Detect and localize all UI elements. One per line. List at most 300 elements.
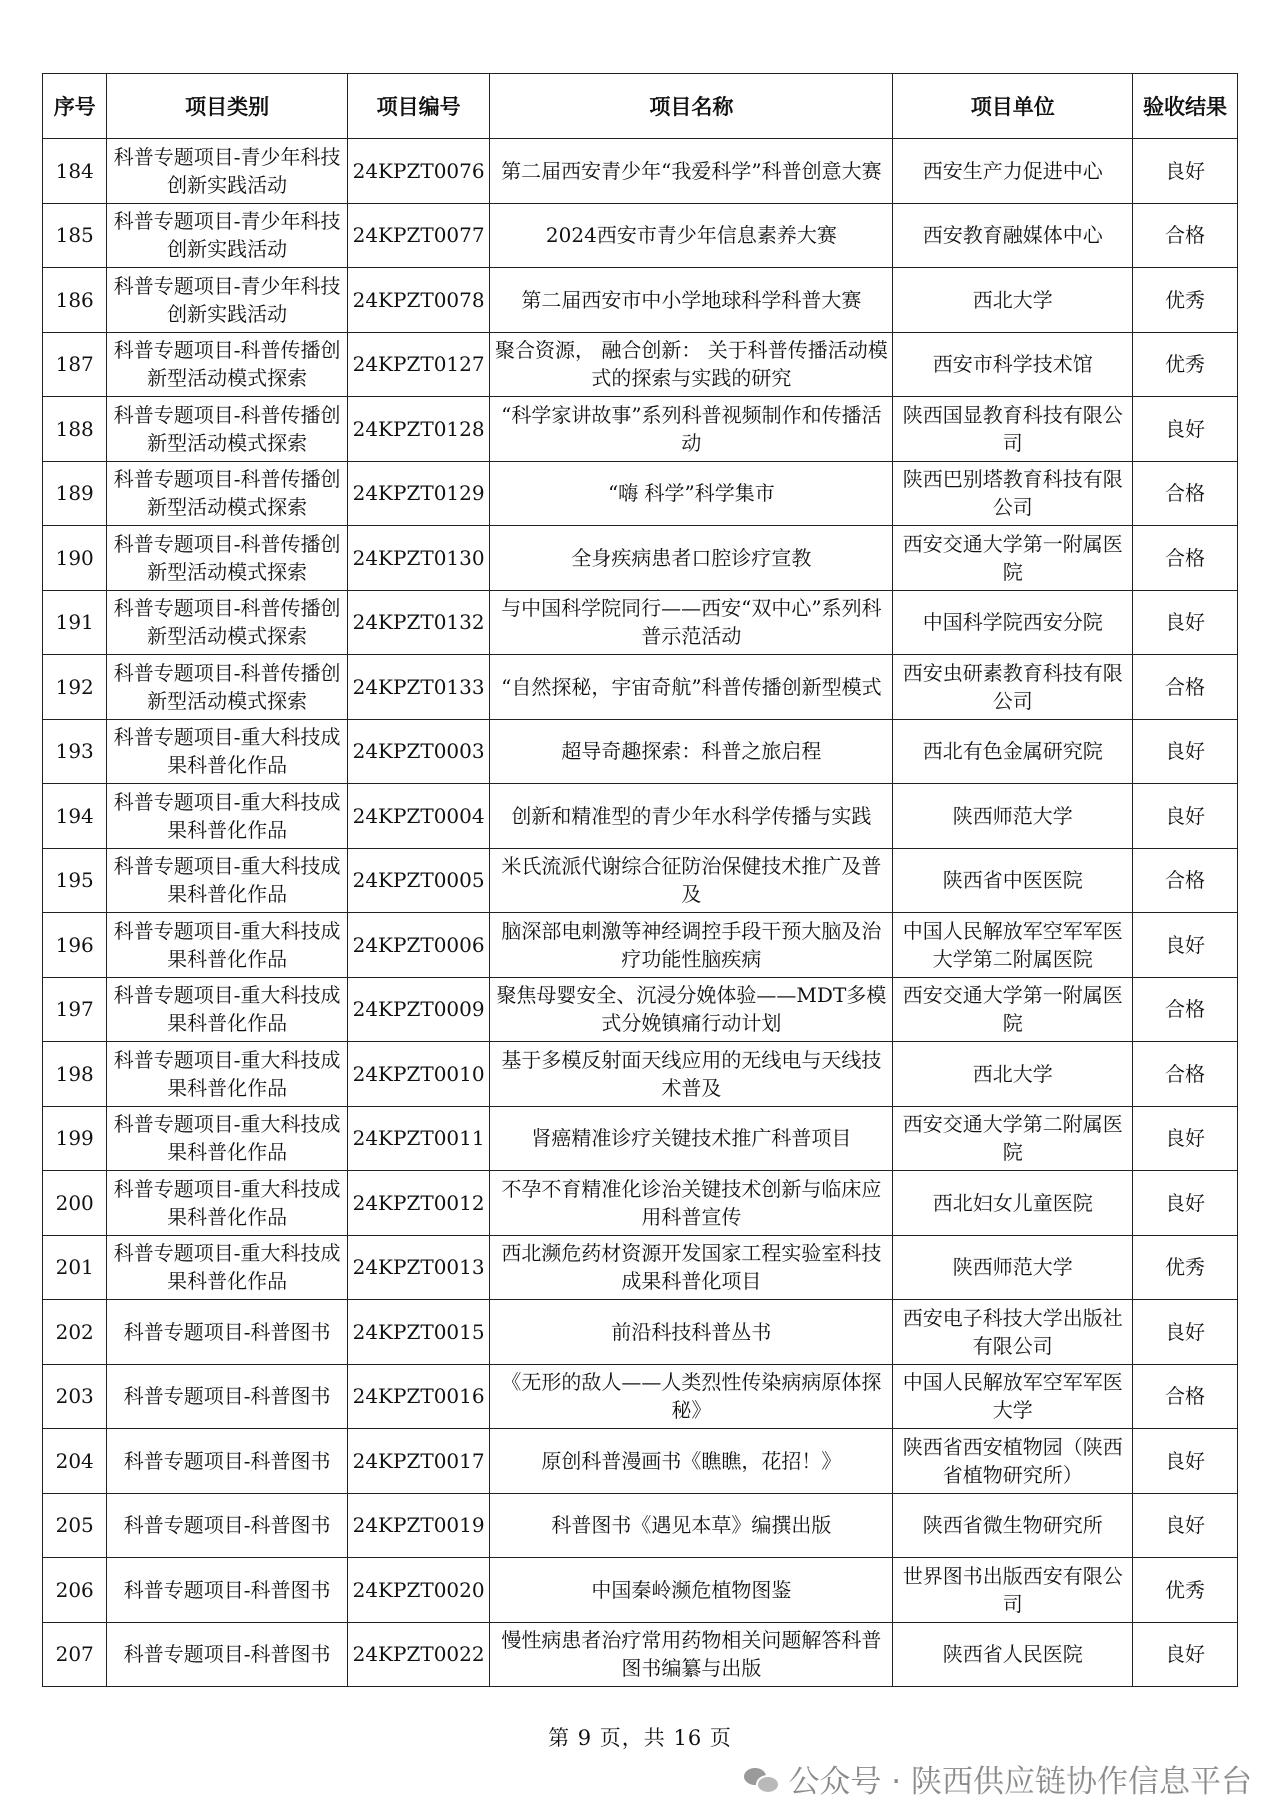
cell-unit [893, 203, 1132, 268]
cell-code [347, 590, 489, 655]
cell-code [347, 1042, 489, 1107]
cell-category-text: 科普专题项目-科普图书 [123, 1384, 331, 1409]
cell-index [43, 719, 107, 784]
header-code: 项目编号 [347, 74, 489, 139]
cell-unit [893, 1493, 1132, 1558]
table-row [43, 268, 1238, 333]
cell-category [107, 848, 348, 913]
cell-name [490, 1622, 893, 1687]
cell-index-text: 195 [55, 868, 94, 893]
cell-result [1132, 848, 1237, 913]
table-row [43, 526, 1238, 591]
cell-name [490, 590, 893, 655]
cell-category [107, 139, 348, 204]
header-name: 项目名称 [490, 74, 893, 139]
cell-code [347, 1558, 489, 1623]
cell-index-text: 188 [55, 416, 94, 441]
cell-category [107, 203, 348, 268]
cell-unit-text: 陕西省人民医院 [942, 1642, 1083, 1667]
cell-code-text: 24KPZT0077 [352, 223, 485, 248]
cell-result [1132, 1429, 1237, 1494]
table-row [43, 848, 1238, 913]
cell-category-text: 科普专题项目-重大科技成果科普化作品 [113, 918, 341, 971]
cell-name-text: 慢性病患者治疗常用药物相关问题解答科普图书编纂与出版 [501, 1628, 882, 1681]
cell-category-text: 科普专题项目-科普传播创新型活动模式探索 [113, 531, 341, 584]
table-row [43, 1493, 1238, 1558]
cell-name [490, 848, 893, 913]
cell-name [490, 526, 893, 591]
cell-category [107, 719, 348, 784]
cell-name-text: 基于多模反射面天线应用的无线电与天线技术普及 [501, 1047, 882, 1100]
cell-name-text: 2024西安市青少年信息素养大赛 [545, 223, 837, 248]
cell-index [43, 1429, 107, 1494]
table-row [43, 1622, 1238, 1687]
cell-category-text: 科普专题项目-重大科技成果科普化作品 [113, 1176, 341, 1229]
cell-name-text: 西北濒危药材资源开发国家工程实验室科技成果科普化项目 [501, 1241, 882, 1294]
cell-category [107, 1558, 348, 1623]
table-row [43, 139, 1238, 204]
cell-category [107, 913, 348, 978]
cell-result-text: 优秀 [1164, 1255, 1205, 1280]
cell-result-text: 优秀 [1164, 287, 1205, 312]
cell-index [43, 1558, 107, 1623]
cell-result-text: 良好 [1164, 1513, 1205, 1538]
cell-code-text: 24KPZT0076 [352, 158, 485, 183]
cell-result [1132, 913, 1237, 978]
cell-index-text: 199 [55, 1126, 94, 1151]
cell-category-text: 科普专题项目-科普图书 [123, 1448, 331, 1473]
cell-result [1132, 784, 1237, 849]
cell-result-text: 良好 [1164, 1642, 1205, 1667]
table-row [43, 203, 1238, 268]
cell-unit-text: 陕西师范大学 [952, 1255, 1073, 1280]
cell-name-text: 《无形的敌人——人类烈性传染病病原体探秘》 [501, 1370, 882, 1423]
cell-unit-text: 西北妇女儿童医院 [932, 1190, 1093, 1215]
cell-result-text: 合格 [1164, 1384, 1205, 1409]
cell-result [1132, 397, 1237, 462]
cell-unit-text: 陕西国显教育科技有限公司 [902, 402, 1123, 455]
cell-unit-text: 西安交通大学第一附属医院 [902, 983, 1123, 1036]
cell-result-text: 良好 [1164, 1126, 1205, 1151]
cell-result-text: 合格 [1164, 1061, 1205, 1086]
cell-code-text: 24KPZT0006 [352, 932, 485, 957]
cell-code-text: 24KPZT0016 [352, 1384, 485, 1409]
cell-unit [893, 1300, 1132, 1365]
cell-name [490, 1106, 893, 1171]
cell-code [347, 1364, 489, 1429]
cell-unit [893, 977, 1132, 1042]
table-row [43, 397, 1238, 462]
cell-result-text: 合格 [1164, 997, 1205, 1022]
cell-name [490, 332, 893, 397]
cell-name-text: 中国秦岭濒危植物图鉴 [591, 1577, 792, 1602]
page-number: 第 9 页，共 16 页 [548, 1726, 732, 1750]
header-result: 验收结果 [1132, 74, 1237, 139]
cell-category [107, 784, 348, 849]
cell-unit [893, 461, 1132, 526]
cell-name [490, 1235, 893, 1300]
cell-name [490, 461, 893, 526]
cell-index [43, 1042, 107, 1107]
table-row [43, 913, 1238, 978]
cell-result [1132, 139, 1237, 204]
watermark [744, 1756, 1252, 1801]
cell-category [107, 1493, 348, 1558]
cell-code-text: 24KPZT0012 [352, 1190, 485, 1215]
cell-code-text: 24KPZT0128 [352, 416, 485, 441]
cell-code [347, 1300, 489, 1365]
cell-code [347, 1429, 489, 1494]
cell-name [490, 1364, 893, 1429]
cell-index-text: 189 [55, 481, 94, 506]
cell-code-text: 24KPZT0130 [352, 545, 485, 570]
cell-category [107, 655, 348, 720]
cell-name-text: 聚合资源， 融合创新： 关于科普传播活动模式的探索与实践的研究 [495, 338, 888, 391]
cell-unit-text: 西安生产力促进中心 [922, 158, 1103, 183]
cell-index [43, 1300, 107, 1365]
cell-category-text: 科普专题项目-青少年科技创新实践活动 [113, 209, 341, 262]
cell-index [43, 977, 107, 1042]
cell-unit-text: 西安市科学技术馆 [932, 352, 1093, 377]
cell-result [1132, 1493, 1237, 1558]
cell-code-text: 24KPZT0133 [352, 674, 485, 699]
cell-code [347, 784, 489, 849]
cell-code [347, 1235, 489, 1300]
cell-result [1132, 1558, 1237, 1623]
cell-category [107, 1429, 348, 1494]
cell-result-text: 良好 [1164, 803, 1205, 828]
cell-index-text: 192 [55, 674, 94, 699]
cell-category-text: 科普专题项目-重大科技成果科普化作品 [113, 983, 341, 1036]
cell-category-text: 科普专题项目-科普图书 [123, 1577, 331, 1602]
cell-result-text: 良好 [1164, 158, 1205, 183]
cell-unit-text: 陕西省中医医院 [942, 868, 1083, 893]
cell-name-text: 肾癌精准诊疗关键技术推广科普项目 [531, 1126, 852, 1151]
cell-category [107, 1364, 348, 1429]
cell-index [43, 1106, 107, 1171]
cell-code [347, 655, 489, 720]
cell-index-text: 206 [55, 1577, 94, 1602]
cell-name-text: 科普图书《遇见本草》编撰出版 [551, 1513, 832, 1538]
cell-index [43, 1235, 107, 1300]
cell-code [347, 526, 489, 591]
cell-name [490, 1171, 893, 1236]
cell-index-text: 205 [55, 1513, 94, 1538]
cell-code-text: 24KPZT0020 [352, 1577, 485, 1602]
cell-name [490, 139, 893, 204]
cell-index [43, 1622, 107, 1687]
cell-code [347, 268, 489, 333]
cell-name [490, 1300, 893, 1365]
cell-result-text: 优秀 [1164, 352, 1205, 377]
cell-index-text: 191 [55, 610, 94, 635]
cell-index-text: 197 [55, 997, 94, 1022]
cell-index [43, 1171, 107, 1236]
cell-category [107, 1042, 348, 1107]
cell-unit [893, 719, 1132, 784]
cell-index [43, 203, 107, 268]
cell-category-text: 科普专题项目-重大科技成果科普化作品 [113, 789, 341, 842]
watermark-text: 公众号 · 陕西供应链协作信息平台 [788, 1764, 1252, 1800]
cell-result [1132, 1300, 1237, 1365]
cell-code-text: 24KPZT0003 [352, 739, 485, 764]
cell-result [1132, 719, 1237, 784]
cell-index [43, 139, 107, 204]
cell-name-text: 聚焦母婴安全、沉浸分娩体验——MDT多模式分娩镇痛行动计划 [496, 983, 887, 1036]
cell-code [347, 719, 489, 784]
cell-unit [893, 655, 1132, 720]
cell-unit [893, 1558, 1132, 1623]
cell-unit [893, 848, 1132, 913]
cell-index [43, 913, 107, 978]
cell-result [1132, 1171, 1237, 1236]
cell-category [107, 1622, 348, 1687]
cell-index-text: 190 [55, 545, 94, 570]
cell-category [107, 1171, 348, 1236]
cell-category-text: 科普专题项目-科普传播创新型活动模式探索 [113, 596, 341, 649]
cell-index-text: 200 [55, 1190, 94, 1215]
cell-result-text: 优秀 [1164, 1577, 1205, 1602]
cell-name-text: 第二届西安青少年“我爱科学”科普创意大赛 [501, 158, 882, 183]
cell-name-text: 不孕不育精准化诊治关键技术创新与临床应用科普宣传 [501, 1176, 882, 1229]
cell-name-text: “自然探秘，宇宙奇航”科普传播创新型模式 [501, 674, 882, 699]
table-row [43, 655, 1238, 720]
cell-unit-text: 西安教育融媒体中心 [922, 223, 1103, 248]
cell-unit-text: 陕西巴别塔教育科技有限公司 [902, 467, 1123, 520]
cell-unit [893, 784, 1132, 849]
cell-name-text: 米氏流派代谢综合征防治保健技术推广及普及 [501, 854, 882, 907]
cell-code [347, 1171, 489, 1236]
cell-index [43, 268, 107, 333]
cell-result [1132, 977, 1237, 1042]
cell-category-text: 科普专题项目-科普图书 [123, 1513, 331, 1538]
cell-category [107, 1106, 348, 1171]
cell-category-text: 科普专题项目-科普传播创新型活动模式探索 [113, 338, 341, 391]
cell-index-text: 204 [55, 1448, 94, 1473]
cell-index [43, 397, 107, 462]
cell-index [43, 590, 107, 655]
cell-name [490, 913, 893, 978]
table-row [43, 1364, 1238, 1429]
cell-code-text: 24KPZT0011 [352, 1126, 485, 1151]
cell-unit [893, 332, 1132, 397]
cell-unit [893, 1429, 1132, 1494]
cell-index-text: 196 [55, 932, 94, 957]
table-row [43, 590, 1238, 655]
cell-code-text: 24KPZT0009 [352, 997, 485, 1022]
cell-result [1132, 461, 1237, 526]
cell-index [43, 784, 107, 849]
cell-category [107, 1235, 348, 1300]
cell-unit [893, 397, 1132, 462]
cell-unit-text: 西安电子科技大学出版社有限公司 [902, 1305, 1123, 1358]
cell-index-text: 201 [55, 1255, 94, 1280]
cell-code-text: 24KPZT0017 [352, 1448, 485, 1473]
cell-result [1132, 268, 1237, 333]
cell-code-text: 24KPZT0010 [352, 1061, 485, 1086]
cell-name-text: “科学家讲故事”系列科普视频制作和传播活动 [501, 402, 882, 455]
cell-unit [893, 139, 1132, 204]
cell-name [490, 1429, 893, 1494]
cell-name [490, 977, 893, 1042]
cell-code [347, 332, 489, 397]
cell-result [1132, 1042, 1237, 1107]
cell-code [347, 1622, 489, 1687]
table-row [43, 784, 1238, 849]
cell-category-text: 科普专题项目-重大科技成果科普化作品 [113, 1241, 341, 1294]
cell-result [1132, 526, 1237, 591]
cell-index [43, 1364, 107, 1429]
cell-result-text: 合格 [1164, 674, 1205, 699]
cell-name [490, 784, 893, 849]
header-category: 项目类别 [107, 74, 348, 139]
table-row [43, 1042, 1238, 1107]
cell-name-text: 原创科普漫画书《瞧瞧，花招！》 [541, 1448, 842, 1473]
cell-name-text: 超导奇趣探索：科普之旅启程 [561, 739, 822, 764]
cell-unit [893, 1235, 1132, 1300]
cell-unit-text: 西北大学 [972, 1061, 1053, 1086]
cell-result-text: 合格 [1164, 481, 1205, 506]
cell-unit [893, 1042, 1132, 1107]
cell-unit [893, 526, 1132, 591]
cell-category-text: 科普专题项目-科普传播创新型活动模式探索 [113, 467, 341, 520]
cell-result-text: 良好 [1164, 1319, 1205, 1344]
cell-code [347, 397, 489, 462]
cell-name-text: 创新和精准型的青少年水科学传播与实践 [511, 803, 872, 828]
cell-name-text: “嗨 科学”科学集市 [607, 481, 775, 506]
header-index: 序号 [43, 74, 107, 139]
cell-index-text: 203 [55, 1384, 94, 1409]
cell-unit-text: 西安虫研素教育科技有限公司 [902, 660, 1123, 713]
table-row [43, 1429, 1238, 1494]
cell-index-text: 207 [55, 1642, 94, 1667]
table-row [43, 1558, 1238, 1623]
cell-code [347, 203, 489, 268]
cell-result-text: 良好 [1164, 610, 1205, 635]
cell-name [490, 268, 893, 333]
cell-category [107, 977, 348, 1042]
cell-category-text: 科普专题项目-科普传播创新型活动模式探索 [113, 402, 341, 455]
cell-code [347, 461, 489, 526]
cell-index [43, 461, 107, 526]
cell-code-text: 24KPZT0127 [352, 352, 485, 377]
cell-name [490, 1493, 893, 1558]
table-body [43, 139, 1238, 1687]
cell-code-text: 24KPZT0004 [352, 803, 485, 828]
cell-unit [893, 268, 1132, 333]
wechat-icon [744, 1766, 778, 1792]
cell-result [1132, 332, 1237, 397]
cell-code [347, 1106, 489, 1171]
cell-unit [893, 1171, 1132, 1236]
cell-category-text: 科普专题项目-重大科技成果科普化作品 [113, 1112, 341, 1165]
cell-code-text: 24KPZT0022 [352, 1642, 485, 1667]
cell-category-text: 科普专题项目-重大科技成果科普化作品 [113, 725, 341, 778]
cell-name [490, 655, 893, 720]
cell-name-text: 前沿科技科普丛书 [611, 1319, 772, 1344]
cell-category-text: 科普专题项目-重大科技成果科普化作品 [113, 854, 341, 907]
cell-result-text: 良好 [1164, 1448, 1205, 1473]
cell-code [347, 139, 489, 204]
cell-name [490, 203, 893, 268]
table-header-row [43, 74, 1238, 139]
cell-category [107, 461, 348, 526]
cell-result [1132, 1364, 1237, 1429]
cell-category [107, 397, 348, 462]
table-row [43, 1171, 1238, 1236]
cell-result-text: 合格 [1164, 868, 1205, 893]
cell-name [490, 719, 893, 784]
cell-code [347, 977, 489, 1042]
cell-category-text: 科普专题项目-科普传播创新型活动模式探索 [113, 660, 341, 713]
cell-unit [893, 590, 1132, 655]
cell-unit-text: 世界图书出版西安有限公司 [902, 1563, 1123, 1616]
cell-unit [893, 1364, 1132, 1429]
cell-category-text: 科普专题项目-重大科技成果科普化作品 [113, 1047, 341, 1100]
cell-index [43, 1493, 107, 1558]
cell-code-text: 24KPZT0078 [352, 287, 485, 312]
cell-index [43, 332, 107, 397]
table-row [43, 332, 1238, 397]
cell-result-text: 合格 [1164, 223, 1205, 248]
table-row [43, 1235, 1238, 1300]
cell-result [1132, 1622, 1237, 1687]
cell-unit [893, 1622, 1132, 1687]
cell-unit-text: 陕西省微生物研究所 [922, 1513, 1103, 1538]
cell-code-text: 24KPZT0013 [352, 1255, 485, 1280]
cell-index-text: 194 [55, 803, 94, 828]
table-row [43, 1106, 1238, 1171]
cell-category-text: 科普专题项目-科普图书 [123, 1319, 331, 1344]
cell-name [490, 1042, 893, 1107]
cell-category [107, 1300, 348, 1365]
header-unit: 项目单位 [893, 74, 1132, 139]
cell-result-text: 良好 [1164, 739, 1205, 764]
cell-category-text: 科普专题项目-青少年科技创新实践活动 [113, 144, 341, 197]
cell-category-text: 科普专题项目-青少年科技创新实践活动 [113, 273, 341, 326]
cell-code [347, 1493, 489, 1558]
cell-index-text: 184 [55, 158, 94, 183]
cell-index-text: 186 [55, 287, 94, 312]
cell-result [1132, 203, 1237, 268]
cell-unit-text: 陕西师范大学 [952, 803, 1073, 828]
cell-index-text: 193 [55, 739, 94, 764]
cell-category [107, 590, 348, 655]
cell-category [107, 332, 348, 397]
cell-unit-text: 西北大学 [972, 287, 1053, 312]
table-row [43, 461, 1238, 526]
cell-name [490, 397, 893, 462]
cell-unit [893, 913, 1132, 978]
cell-unit-text: 中国人民解放军空军军医大学 [902, 1370, 1123, 1423]
cell-unit-text: 西北有色金属研究院 [922, 739, 1103, 764]
cell-unit-text: 陕西省西安植物园（陕西省植物研究所） [902, 1434, 1123, 1487]
cell-index [43, 655, 107, 720]
cell-unit-text: 中国人民解放军空军军医大学第二附属医院 [902, 918, 1123, 971]
cell-index-text: 185 [55, 223, 94, 248]
cell-code-text: 24KPZT0005 [352, 868, 485, 893]
cell-index-text: 187 [55, 352, 94, 377]
cell-unit [893, 1106, 1132, 1171]
cell-index [43, 848, 107, 913]
cell-name-text: 全身疾病患者口腔诊疗宣教 [571, 545, 812, 570]
cell-unit-text: 西安交通大学第一附属医院 [902, 531, 1123, 584]
cell-index [43, 526, 107, 591]
cell-name [490, 1558, 893, 1623]
cell-category [107, 268, 348, 333]
cell-result-text: 合格 [1164, 545, 1205, 570]
cell-code-text: 24KPZT0019 [352, 1513, 485, 1538]
